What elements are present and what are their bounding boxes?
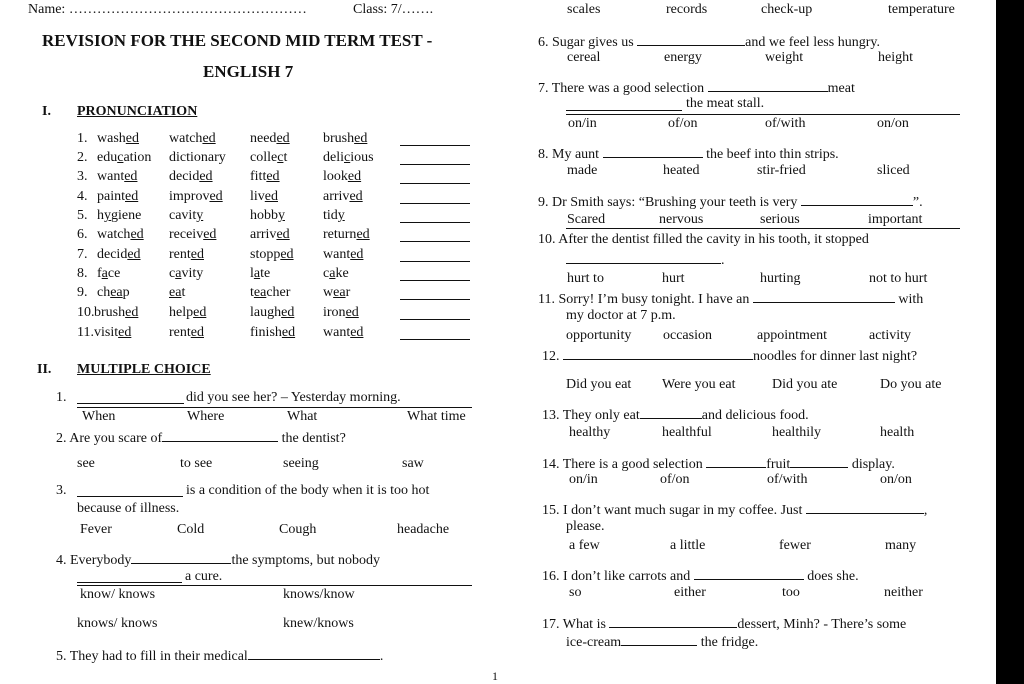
q16-option: either [674,585,706,600]
q15-option: a few [569,538,600,553]
pron-word: finished [250,325,296,340]
q1-blank[interactable] [77,403,184,404]
pron-word: watched [169,131,216,146]
pron-word: watched [97,227,144,242]
q1-option: What time [407,409,466,424]
pron-word: ironed [323,305,359,320]
underlined-sound: ed [349,189,363,204]
underlined-sound: ed [281,325,296,340]
q15-stem: 15. I don’t want much sugar in my coffee. Just , [542,503,928,518]
underlined-sound: ed [347,169,362,184]
pron-answer-blank[interactable] [400,261,470,262]
underlined-sound: ed [130,227,144,242]
q6-blank[interactable] [637,33,745,46]
q9-option: Scared [567,212,606,227]
pron-row-number: 6. [77,227,88,242]
q10-stem: 10. After the dentist filled the cavity in his tooth, it stopped [538,232,869,247]
underlined-sound: c [344,150,351,165]
q13-blank[interactable] [640,406,702,419]
pron-word: collect [250,150,288,165]
section-1-title: PRONUNCIATION [77,104,198,119]
pron-word: arrived [250,227,290,242]
q12-option: Do you ate [880,377,942,392]
q8-option: sliced [877,163,910,178]
pron-word: rented [169,325,204,340]
q11-option: opportunity [566,328,632,343]
underlined-sound: y [337,208,345,223]
pron-word: cheap [97,285,130,300]
q3-text-2: because of illness. [77,501,180,516]
pron-word: brushed [94,305,139,320]
q2-option: seeing [283,456,319,471]
underlined-sound: ed [266,169,280,184]
pron-word: rented [169,247,204,262]
pron-word: returned [323,227,370,242]
q2-option: see [77,456,95,471]
q15-blank[interactable] [806,501,924,514]
pron-row-number: 4. [77,189,88,204]
q17-stem: 17. What is dessert, Minh? - There’s some [542,617,907,632]
q9-option: important [868,212,923,227]
q5-stem: 5. They had to fill in their medical . [56,649,384,664]
underlined-sound: ea [253,285,267,300]
pron-word: dictionary [169,150,226,165]
pron-word: lived [250,189,278,204]
pron-word: teacher [250,285,291,300]
underlined-sound: a [175,266,182,281]
q10-option: not to hurt [869,271,928,286]
q1-rule [77,407,472,408]
class-line: Class: 7/……. [353,2,434,17]
title-line-1: REVISION FOR THE SECOND MID TERM TEST - [42,31,433,50]
q4-option: know/ knows [80,587,156,602]
pron-answer-blank[interactable] [400,183,470,184]
q13-option: healthful [662,425,712,440]
pron-word: cavity [169,208,204,223]
pron-word: received [169,227,217,242]
q12-option: Did you ate [772,377,838,392]
pron-word: wanted [323,247,364,262]
section-1-number: I. [42,104,51,119]
q1-option: When [82,409,116,424]
pron-word: visited [94,325,132,340]
underlined-sound: ed [350,325,364,340]
q14-blank-1[interactable] [706,455,766,468]
prev-option: check-up [761,2,813,17]
q7-stem: 7. There was a good selection meat [538,81,855,96]
underlined-sound: ed [350,247,364,262]
q17-blank-1[interactable] [609,615,737,628]
q13-option: healthily [772,425,821,440]
pron-answer-blank[interactable] [400,280,470,281]
underlined-sound: ed [125,305,139,320]
underlined-sound: ed [276,227,290,242]
q10-option: hurt [662,271,685,286]
pron-word: looked [323,169,362,184]
underlined-sound: ed [281,305,295,320]
q4-option: knows/ knows [77,616,158,631]
q4-text-2: a cure. [185,569,223,584]
prev-option: scales [567,2,601,17]
page-number: 1 [492,669,498,683]
pron-row-number: 9. [77,285,88,300]
q9-option: nervous [659,212,704,227]
underlined-sound: ed [190,325,204,340]
q17-blank-2[interactable] [621,633,697,646]
q7-rule [566,114,960,115]
q6-stem: 6. Sugar gives us and we feel less hungry. [538,35,880,50]
q7-option: on/on [877,116,909,131]
section-2-number: II. [37,362,52,377]
pron-word: decided [97,247,141,262]
underlined-sound: ea [110,285,123,300]
pron-answer-blank[interactable] [400,319,470,320]
q7-option: of/on [668,116,698,131]
q9-blank[interactable] [801,193,913,206]
q1-option: What [287,409,318,424]
underlined-sound: ea [333,285,346,300]
pron-answer-blank[interactable] [400,203,470,204]
q10-option: hurting [760,271,801,286]
q8-blank[interactable] [603,145,703,158]
pron-row-number: 3. [77,169,88,184]
underlined-sound: ed [190,247,204,262]
title-line-2: ENGLISH 7 [203,62,294,81]
pron-word: hobby [250,208,285,223]
pron-word: wear [323,285,351,300]
pron-word: decided [169,169,213,184]
pron-answer-blank[interactable] [400,145,470,146]
underlined-sound: ed [345,305,359,320]
q6-option: weight [765,50,804,65]
q9-option: serious [760,212,800,227]
q8-option: made [567,163,598,178]
q4-blank-2[interactable] [77,582,182,583]
q1-text: did you see her? – Yesterday morning. [186,390,401,405]
pron-word: helped [169,305,207,320]
q3-option: Cold [177,522,205,537]
q13-option: health [880,425,915,440]
q1-option: Where [187,409,225,424]
pron-word: laughed [250,305,295,320]
pron-word: tidy [323,208,345,223]
pron-answer-blank[interactable] [400,339,470,340]
q14-option: on/on [880,472,912,487]
q15-option: fewer [779,538,811,553]
q10-option: hurt to [567,271,604,286]
q14-option: of/with [767,472,808,487]
q7-text-2: the meat stall. [686,96,765,111]
q15-option: many [885,538,917,553]
q14-option: on/in [569,472,598,487]
q17-line-2: ice-cream the fridge. [566,635,759,650]
pron-word: improved [169,189,223,204]
section-2-title: MULTIPLE CHOICE [77,362,211,377]
q10-line-2: . [566,251,725,269]
q2-blank[interactable] [162,429,278,442]
underlined-sound: ed [356,227,370,242]
underlined-sound: a [329,266,336,281]
underlined-sound: y [278,208,285,223]
underlined-sound: a [101,266,108,281]
pron-word: eat [169,285,186,300]
underlined-sound: a [253,266,261,281]
q6-option: energy [664,50,702,65]
q8-option: heated [663,163,700,178]
underlined-sound: ed [125,189,139,204]
pron-word: wanted [323,325,364,340]
pron-word: brushed [323,131,368,146]
q11-option: appointment [757,328,827,343]
underlined-sound: ed [264,189,278,204]
q5-blank[interactable] [248,647,380,660]
q12-option: Were you eat [662,377,736,392]
pron-answer-blank[interactable] [400,241,470,242]
pron-answer-blank[interactable] [400,222,470,223]
underlined-sound: ed [193,305,207,320]
q10-blank[interactable] [566,251,721,264]
q13-option: healthy [569,425,611,440]
underlined-sound: y [104,208,111,223]
q9-stem: 9. Dr Smith says: “Brushing your teeth is very ”. [538,195,923,210]
q11-option: occasion [663,328,712,343]
q14-stem: 14. There is a good selection fruit display. [542,457,895,472]
pron-answer-blank[interactable] [400,299,470,300]
q4-option: knows/know [283,587,355,602]
q16-stem: 16. I don’t like carrots and does she. [542,569,859,584]
underlined-sound: ed [199,169,213,184]
pron-word: cake [323,266,349,281]
q14-option: of/on [660,472,690,487]
pron-row-number: 5. [77,208,88,223]
q1-number: 1. [56,390,67,405]
pron-row-number: 7. [77,247,88,262]
q3-option: Cough [279,522,317,537]
underlined-sound: ed [202,131,216,146]
pron-word: arrived [323,189,363,204]
q15-text-2: please. [566,519,605,534]
pron-word: wanted [97,169,138,184]
underlined-sound: ed [354,131,368,146]
underlined-sound: ed [276,131,290,146]
q11-stem: 11. Sorry! I’m busy tonight. I have an with [538,292,924,307]
pron-word: education [97,150,152,165]
q13-stem: 13. They only eat and delicious food. [542,408,809,423]
q3-option: Fever [80,522,112,537]
pron-word: stopped [250,247,294,262]
underlined-sound: ed [118,325,132,340]
q2-option: saw [402,456,424,471]
pron-row-number: 1. [77,131,88,146]
q7-option: on/in [568,116,597,131]
q4-blank-1[interactable] [131,551,231,564]
q11-option: activity [869,328,911,343]
underlined-sound: c [277,150,284,165]
q12-blank[interactable] [563,347,753,360]
pron-row-number: 10. [77,305,95,320]
q14-blank-2[interactable] [790,455,848,468]
name-line: Name: …………………………………………… [28,2,307,17]
prev-option: records [666,2,708,17]
q16-option: neither [884,585,923,600]
q15-option: a little [670,538,706,553]
pron-word: cavity [169,266,204,281]
q11-blank[interactable] [753,290,895,303]
q12-stem: 12. noodles for dinner last night? [542,349,918,364]
underlined-sound: c [117,150,124,165]
q6-option: cereal [567,50,601,65]
pron-word: delicious [323,150,374,165]
q2-option: to see [180,456,213,471]
q4-rule [77,585,472,586]
q11-text-2: my doctor at 7 p.m. [566,308,676,323]
pron-word: needed [250,131,290,146]
pron-row-number: 2. [77,150,88,165]
q8-option: stir-fried [757,163,806,178]
prev-option: temperature [888,2,955,17]
q16-blank[interactable] [694,567,804,580]
pron-word: painted [97,189,139,204]
underlined-sound: ed [280,247,294,262]
q6-option: height [878,50,913,65]
q16-option: too [782,585,800,600]
q2-stem: 2. Are you scare of the dentist? [56,431,346,446]
q3-text: is a condition of the body when it is too hot [186,483,430,498]
pron-word: fitted [250,169,280,184]
underlined-sound: ed [125,131,139,146]
underlined-sound: ed [124,169,138,184]
underlined-sound: y [196,208,204,223]
pron-word: washed [97,131,139,146]
q9-rule [566,228,960,229]
q7-blank-2[interactable] [566,110,682,111]
pron-word: late [250,266,271,281]
underlined-sound: ed [209,189,223,204]
pron-word: hygiene [97,208,142,223]
pron-answer-blank[interactable] [400,164,470,165]
q3-option: headache [397,522,450,537]
pron-row-number: 8. [77,266,88,281]
q7-blank-1[interactable] [708,79,828,92]
underlined-sound: ed [203,227,217,242]
q4-option: knew/knows [283,616,354,631]
pron-row-number: 11. [77,325,94,340]
pron-word: face [97,266,121,281]
underlined-sound: ed [127,247,141,262]
q12-option: Did you eat [566,377,632,392]
q4-stem: 4. Everybody the symptoms, but nobody [56,553,380,568]
underlined-sound: ea [169,285,182,300]
q7-option: of/with [765,116,806,131]
q8-stem: 8. My aunt the beef into thin strips. [538,147,839,162]
q3-blank[interactable] [77,496,183,497]
q3-number: 3. [56,483,67,498]
q16-option: so [569,585,582,600]
